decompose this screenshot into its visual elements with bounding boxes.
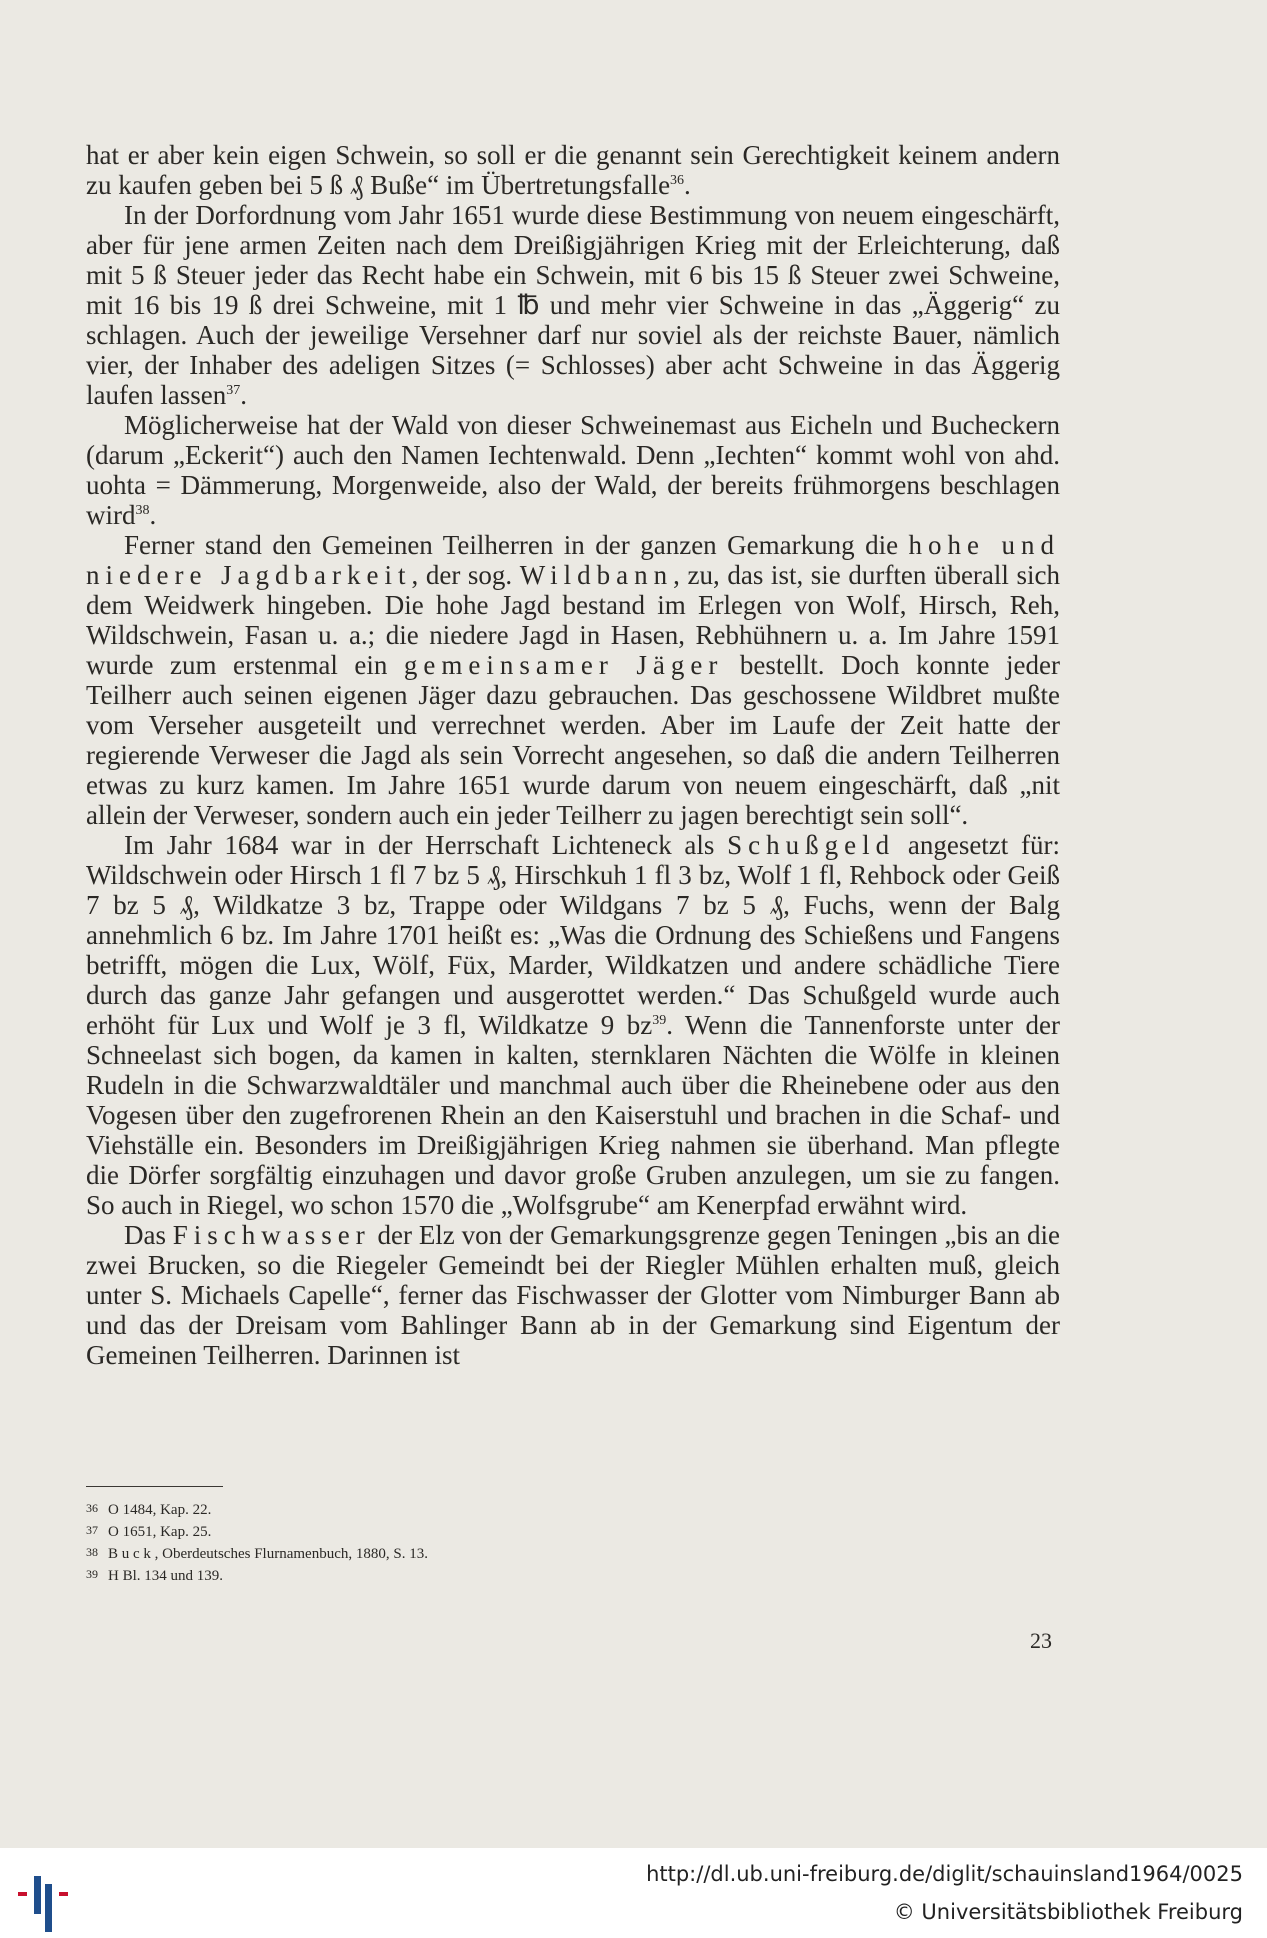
paragraph-text: , der sog. <box>411 560 520 590</box>
footnote-marker: 36 <box>670 173 685 188</box>
emphasized-term: Wildbann <box>519 560 674 590</box>
footnote-text: H Bl. 134 und 139. <box>108 1568 224 1584</box>
paragraph <box>86 140 1060 200</box>
footnote <box>86 1498 786 1520</box>
paragraph-text: In der Dorfordnung vom Jahr 1651 wurde diese Bestimmung von neuem eingeschärft, aber für jene armen Zeiten nach dem Dreißigjährigen Krieg mit der Erleichterung, daß mit 5 ß Steuer jeder das Recht habe ein Schwein, mit 6 bis 15 ß Steuer zwei Schweine, mit 16 bis 19 ß drei Schweine, mit 1 ℔ und mehr vier Schweine in das „Äggerig“ zu schlagen. Auch der jeweilige Versehner darf nur soviel als der reichste Bauer, nämlich vier, der Inhaber des adeligen Sitzes (= Schlosses) aber acht Schweine in das Äggerig laufen lassen <box>86 200 1060 410</box>
paragraph-text: bestellt. Doch konnte jeder Teilherr auch seinen eigenen Jäger dazu gebrauchen. Das geschossene Wildbret mußte vom Verseher ausgeteilt und verrechnet werden. Aber im Laufe der Zeit hatte der regierende Verweser die Jagd als sein Vorrecht angesehen, so daß die andern Teilherren etwas zu kurz kamen. Im Jahre 1651 wurde darum von neuem eingeschärft, daß „nit allein der Verweser, sondern auch ein jeder Teilherr zu jagen berechtigt sein soll“. <box>86 650 1060 830</box>
paragraph-text: der Elz von der Gemarkungsgrenze gegen Teningen „bis an die zwei Brucken, so die Riegeler Gemeindt bei der Riegler Mühlen erhalten muß, gleich unter S. Michaels Capelle“, ferner das Fischwasser der Glotter vom Nimburger Bann ab und das der Dreisam vom Bahlinger Bann ab in der Gemarkung sind Eigentum der Gemeinen Teilherren. Darinnen ist <box>86 1220 1060 1370</box>
paragraph <box>86 410 1060 530</box>
footnote <box>86 1542 786 1564</box>
university-library-logo-icon[interactable] <box>14 1858 84 1934</box>
footnote-number: 39 <box>86 1567 98 1581</box>
footnote-text: O 1484, Kap. 22. <box>108 1502 212 1518</box>
footer-copyright: © Universitätsbibliothek Freiburg <box>893 1900 1243 1924</box>
paragraph <box>86 530 1060 830</box>
paragraph-text: . <box>684 170 691 200</box>
footnote-marker: 37 <box>226 383 241 398</box>
emphasized-term: Fischwasser <box>172 1220 371 1250</box>
paragraph-text: Im Jahr 1684 war in der Herrschaft Lichteneck als <box>124 830 728 860</box>
paragraph-text: Ferner stand den Gemeinen Teilherren in der ganzen Gemarkung die <box>124 530 909 560</box>
footnote-number: 36 <box>86 1501 98 1515</box>
body-text <box>86 140 1060 1370</box>
footnote-separator <box>86 1486 223 1487</box>
footnote-marker: 39 <box>652 1013 667 1028</box>
footnote <box>86 1564 786 1586</box>
paragraph <box>86 200 1060 410</box>
footnote-number: 37 <box>86 1523 98 1537</box>
footnote-text: B u c k , Oberdeutsches Flurnamenbuch, 1880, S. 13. <box>108 1546 428 1562</box>
footnote-marker: 38 <box>135 503 150 518</box>
paragraph-text: . <box>149 500 157 530</box>
page-number: 23 <box>1030 1628 1052 1653</box>
paragraph <box>86 830 1060 1220</box>
footnote <box>86 1520 786 1542</box>
paragraph-text: . <box>240 380 247 410</box>
paragraph-text: angesetzt für: Wildschwein oder Hirsch 1 fl 7 bz 5 ₰, Hirschkuh 1 fl 3 bz, Wolf 1 fl, Rehbock oder Geiß 7 bz 5 ₰, Wildkatze 3 bz, Trappe oder Wildgans 7 bz 5 ₰, Fuchs, wenn der Balg annehmlich 6 bz. Im Jahre 1701 heißt es: „Was die Ordnung des Schießens und Fangens betrifft, mögen die Lux, Wölf, Füx, Marder, Wildkatzen und andere schädliche Tiere durch das ganze Jahr gefangen und ausgerottet werden.“ Das Schußgeld wurde auch erhöht für Lux und Wolf je 3 fl, Wildkatze 9 bz <box>86 830 1060 1040</box>
footnote-number: 38 <box>86 1545 98 1559</box>
paragraph-text: Das <box>124 1220 173 1250</box>
paragraph <box>86 1220 1060 1370</box>
paragraph-text: hat er aber kein eigen Schwein, so soll er die genannt sein Gerechtigkeit keinem andern zu kaufen geben bei 5 ß ₰ Buße“ im Übertretungsfalle <box>86 140 1060 200</box>
emphasized-term: Schußgeld <box>727 830 896 860</box>
paragraph-text: Möglicherweise hat der Wald von dieser Schweinemast aus Eicheln und Bucheckern (darum „Eckerit“) auch den Namen Iechtenwald. Denn „Iechten“ kommt wohl von ahd. uohta = Dämmerung, Morgenweide, also der Wald, der bereits frühmorgens beschlagen wird <box>86 410 1060 530</box>
paragraph-text: , zu, das ist, sie durften überall sich dem Weidwerk hingeben. Die hohe Jagd bestand im Erlegen von Wolf, Hirsch, Reh, Wildschwein, Fasan u. a.; die niedere Jagd in Hasen, Rebhühnern u. a. Im Jahre 1591 wurde zum erstenmal ein <box>86 560 1060 680</box>
footnotes <box>86 1498 786 1586</box>
footnote-text: O 1651, Kap. 25. <box>108 1524 212 1540</box>
paragraph-text: . Wenn die Tannenforste unter der Schneelast sich bogen, da kamen in kalten, sternklaren Nächten die Wölfe in kleinen Rudeln in die Schwarzwaldtäler und manchmal auch über die Rheinebene oder aus den Vogesen über den zugefrorenen Rhein an den Kaiserstuhl und brachen in die Schaf- und Viehställe ein. Besonders im Dreißigjährigen Krieg nahmen sie überhand. Man pflegte die Dörfer sorgfältig einzuhagen und davor große Gruben anzulegen, um sie zu fangen. So auch in Riegel, wo schon 1570 die „Wolfsgrube“ am Kenerpfad erwähnt wird. <box>86 1010 1060 1220</box>
emphasized-term: hohe und niedere Jagdbarkeit <box>86 530 1061 590</box>
footer-url-link[interactable]: http://dl.ub.uni-freiburg.de/diglit/schauinsland1964/0025 <box>646 1862 1243 1886</box>
emphasized-term: gemeinsamer Jäger <box>403 650 724 680</box>
